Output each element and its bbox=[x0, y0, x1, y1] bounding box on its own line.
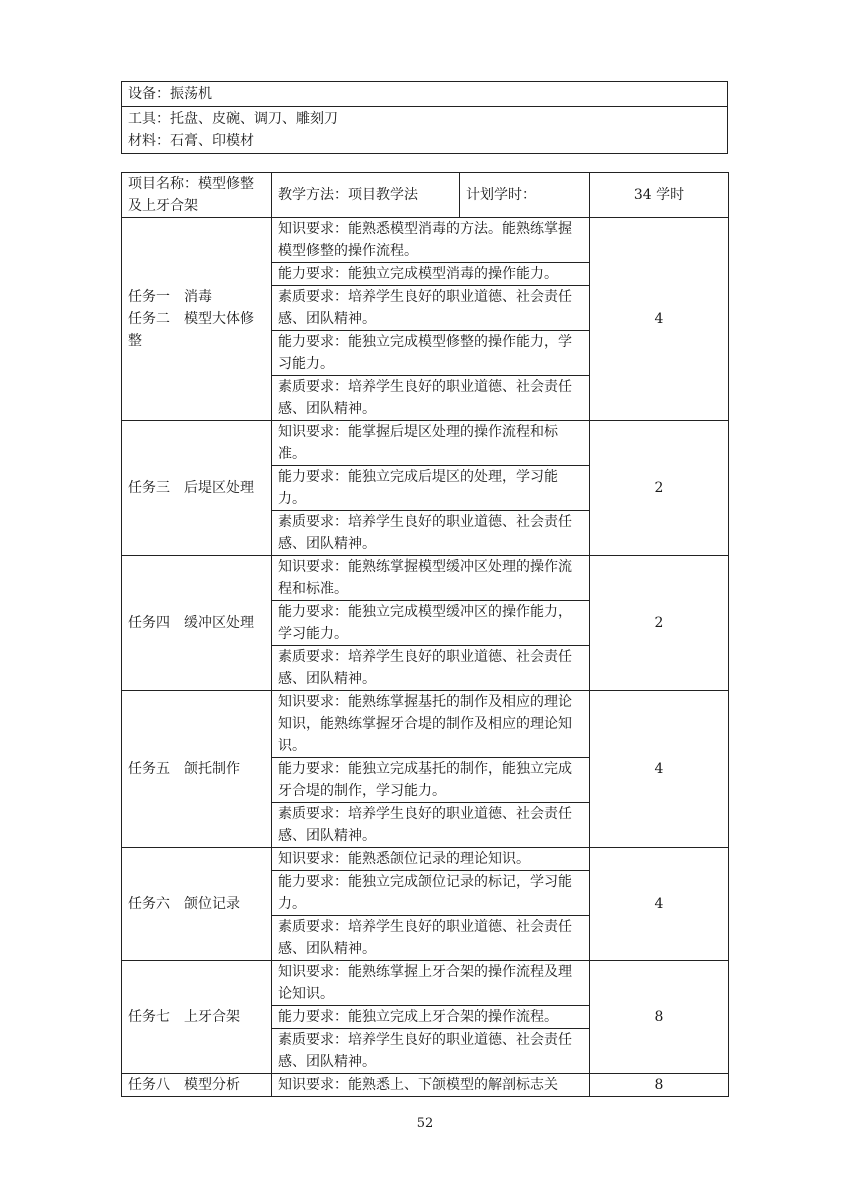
task-name-cell: 任务六 颌位记录 bbox=[122, 848, 272, 961]
task-hours-cell: 8 bbox=[590, 1074, 729, 1097]
table-row bbox=[122, 848, 729, 871]
requirement-cell: 能力要求：能独立完成模型缓冲区的操作能力，学习能力。 bbox=[272, 601, 590, 646]
task-table-body bbox=[122, 173, 729, 1097]
requirement-cell: 知识要求：能熟悉模型消毒的方法。能熟练掌握模型修整的操作流程。 bbox=[272, 218, 590, 263]
requirement-cell: 能力要求：能独立完成基托的制作，能独立完成牙合堤的制作，学习能力。 bbox=[272, 758, 590, 803]
table-header-row bbox=[122, 173, 729, 218]
requirement-cell: 能力要求：能独立完成上牙合架的操作流程。 bbox=[272, 1006, 590, 1029]
task-hours-cell: 2 bbox=[590, 421, 729, 556]
task-hours-cell: 4 bbox=[590, 218, 729, 421]
planned-hours-label-cell: 计划学时： bbox=[460, 173, 590, 218]
task-name-cell: 任务七 上牙合架 bbox=[122, 961, 272, 1074]
requirement-cell: 知识要求：能掌握后堤区处理的操作流程和标准。 bbox=[272, 421, 590, 466]
task-name-cell: 任务一 消毒 任务二 模型大体修整 bbox=[122, 218, 272, 421]
task-name-cell: 任务四 缓冲区处理 bbox=[122, 556, 272, 691]
tools-materials-cell bbox=[122, 107, 728, 154]
requirement-cell: 素质要求：培养学生良好的职业道德、社会责任感、团队精神。 bbox=[272, 1029, 590, 1074]
table-row bbox=[122, 218, 729, 263]
requirement-cell: 素质要求：培养学生良好的职业道德、社会责任感、团队精神。 bbox=[272, 376, 590, 421]
resources-table bbox=[121, 81, 728, 154]
task-hours-cell: 4 bbox=[590, 848, 729, 961]
requirement-cell: 能力要求：能独立完成模型消毒的操作能力。 bbox=[272, 263, 590, 286]
requirement-cell: 素质要求：培养学生良好的职业道德、社会责任感、团队精神。 bbox=[272, 646, 590, 691]
planned-hours-value-cell: 34 学时 bbox=[590, 173, 729, 218]
table-row bbox=[122, 556, 729, 601]
teaching-method-cell: 教学方法：项目教学法 bbox=[272, 173, 460, 218]
requirement-cell: 能力要求：能独立完成后堤区的处理，学习能力。 bbox=[272, 466, 590, 511]
requirement-cell: 知识要求：能熟悉颌位记录的理论知识。 bbox=[272, 848, 590, 871]
requirement-cell: 知识要求：能熟练掌握模型缓冲区处理的操作流程和标准。 bbox=[272, 556, 590, 601]
task-hours-cell: 8 bbox=[590, 961, 729, 1074]
task-name-cell: 任务五 颌托制作 bbox=[122, 691, 272, 848]
materials-text: 材料：石膏、印模材 bbox=[128, 133, 254, 149]
tools-text: 工具：托盘、皮碗、调刀、雕刻刀 bbox=[128, 111, 338, 127]
table-row bbox=[122, 1074, 729, 1097]
task-name-cell: 任务三 后堤区处理 bbox=[122, 421, 272, 556]
table-row bbox=[122, 691, 729, 758]
table-row bbox=[122, 421, 729, 466]
page-number: 52 bbox=[416, 1116, 434, 1131]
requirement-cell: 能力要求：能独立完成模型修整的操作能力，学习能力。 bbox=[272, 331, 590, 376]
task-table bbox=[121, 172, 729, 1097]
requirement-cell: 素质要求：培养学生良好的职业道德、社会责任感、团队精神。 bbox=[272, 286, 590, 331]
project-name-cell: 项目名称：模型修整及上牙合架 bbox=[122, 173, 272, 218]
requirement-cell: 知识要求：能熟悉上、下颌模型的解剖标志关 bbox=[272, 1074, 590, 1097]
requirement-cell: 素质要求：培养学生良好的职业道德、社会责任感、团队精神。 bbox=[272, 803, 590, 848]
table-row bbox=[122, 961, 729, 1006]
task-name-cell: 任务八 模型分析 bbox=[122, 1074, 272, 1097]
requirement-cell: 能力要求：能独立完成颌位记录的标记，学习能力。 bbox=[272, 871, 590, 916]
requirement-cell: 知识要求：能熟练掌握基托的制作及相应的理论知识，能熟练掌握牙合堤的制作及相应的理论知识。 bbox=[272, 691, 590, 758]
requirement-cell: 素质要求：培养学生良好的职业道德、社会责任感、团队精神。 bbox=[272, 511, 590, 556]
requirement-cell: 素质要求：培养学生良好的职业道德、社会责任感、团队精神。 bbox=[272, 916, 590, 961]
requirement-cell: 知识要求：能熟练掌握上牙合架的操作流程及理论知识。 bbox=[272, 961, 590, 1006]
equipment-cell: 设备：振荡机 bbox=[122, 82, 728, 107]
task-hours-cell: 4 bbox=[590, 691, 729, 848]
task-hours-cell: 2 bbox=[590, 556, 729, 691]
